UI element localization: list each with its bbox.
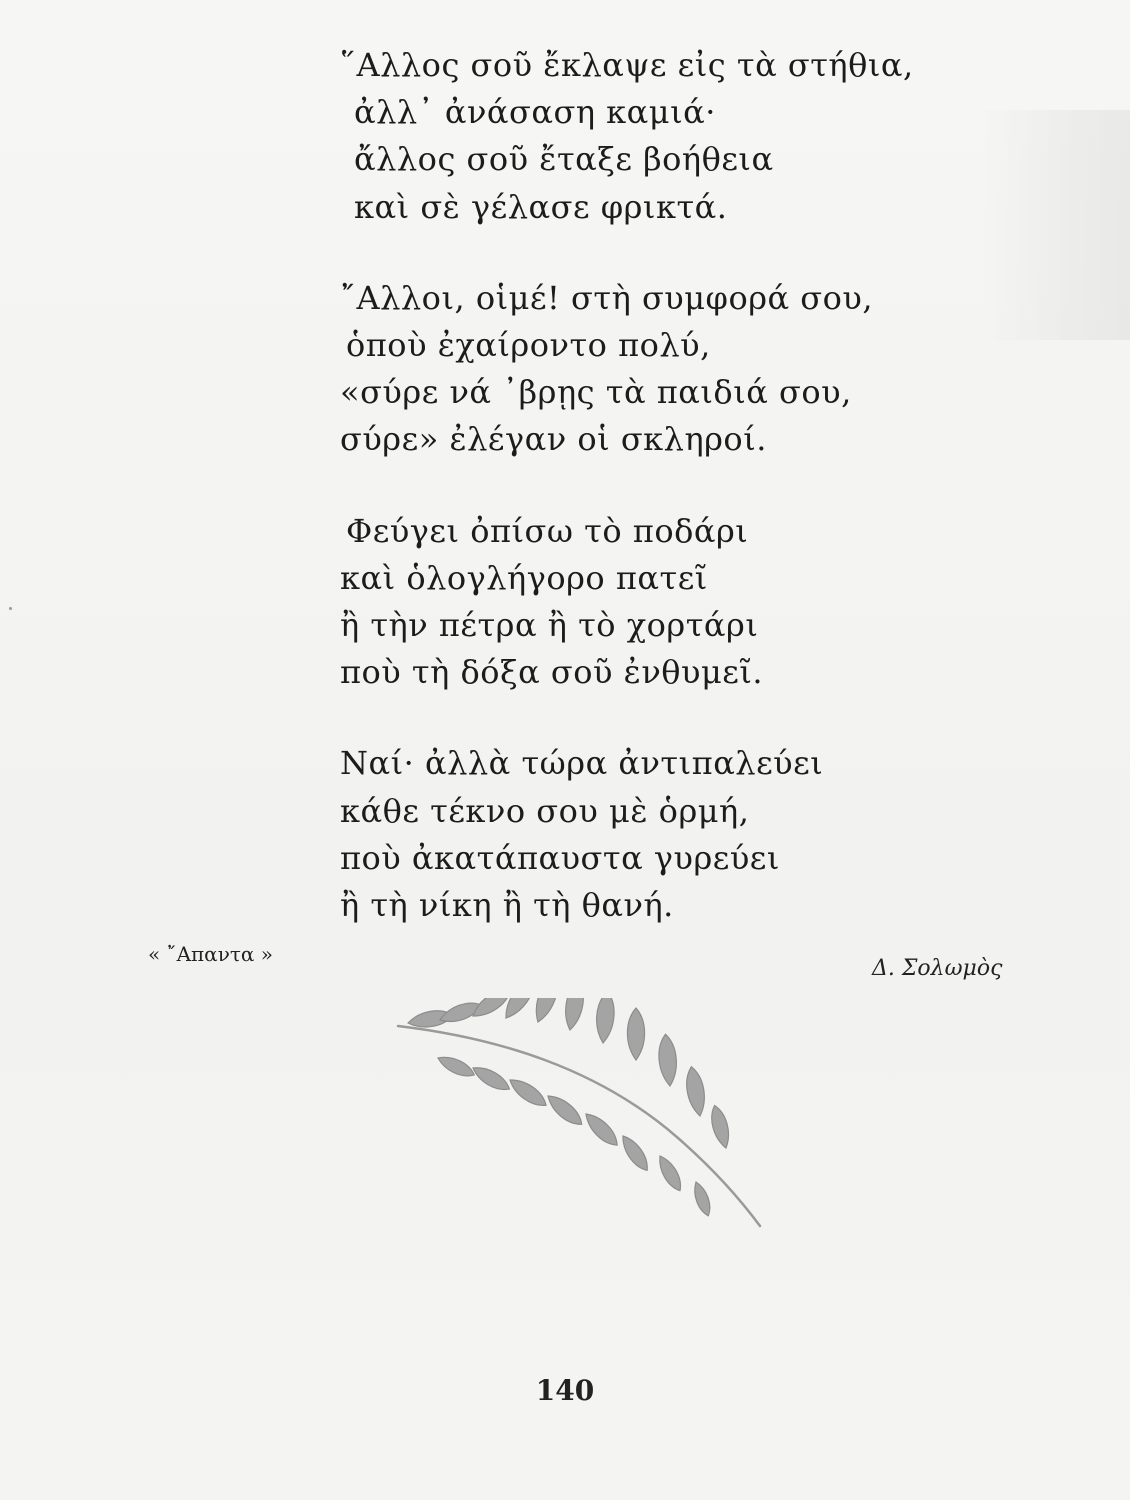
poem-line: σύρε» ἐλέγαν οἱ σκληροί.	[340, 420, 767, 459]
olive-leaf	[470, 1062, 513, 1095]
olive-leaf	[683, 1065, 708, 1117]
poem-line: Ναί· ἀλλὰ τώρα ἀντιπαλεύει	[340, 744, 824, 783]
poem-line: ἄλλος σοῦ ἔταξε βοήθεια	[354, 140, 774, 179]
olive-leaf	[562, 998, 587, 1031]
olive-leaf	[617, 1132, 652, 1174]
olive-leaf	[690, 1180, 713, 1218]
poem-line: ἢ τὴν πέτρα ἢ τὸ χορτάρι	[340, 606, 759, 645]
source-title: « ῎Απαντα »	[148, 942, 274, 966]
poem-line: ἀλλ᾽ ἀνάσαση καμιά·	[354, 93, 716, 132]
olive-leaf	[435, 1052, 477, 1081]
bleed-through-shadow	[980, 110, 1130, 340]
poem-line: ὁποὺ ἐχαίροντο πολύ,	[346, 326, 711, 365]
stanza-2	[340, 275, 900, 464]
olive-leaf	[530, 998, 563, 1025]
poem-line: Φεύγει ὀπίσω τὸ ποδάρι	[346, 511, 749, 550]
stanza-1	[340, 42, 914, 231]
olive-leaf	[543, 1090, 586, 1129]
poem-line: ποὺ ἀκατάπαυστα γυρεύει	[340, 838, 780, 877]
author-name: Δ. Σολωμὸς	[872, 956, 1003, 981]
olive-leaf	[657, 1033, 679, 1086]
olive-leaf	[500, 998, 541, 1023]
poem-line: ῞Αλλος σοῦ ἔκλαψε εἰς τὰ στήθια,	[340, 46, 914, 84]
poem-line: ῎Αλλοι, οἱμέ! στὴ συμφορά σου,	[340, 278, 874, 317]
stanza-3	[340, 508, 900, 697]
olive-leaf	[654, 1153, 685, 1194]
page-number: 140	[535, 1374, 595, 1407]
olive-leaf	[506, 1074, 550, 1111]
poem-line: καὶ σὲ γέλασε φρικτά.	[354, 187, 728, 226]
poem-line: καὶ ὁλογλήγορο πατεῖ	[340, 558, 708, 597]
olive-leaf	[581, 1109, 622, 1150]
stanza-4	[340, 740, 900, 929]
olive-leaf	[708, 1104, 733, 1150]
poem-line: «σύρε νά ᾿βρῃς τὰ παιδιά σου,	[340, 373, 852, 412]
olive-leaf	[594, 998, 616, 1044]
poem-line: ποὺ τὴ δόξα σοῦ ἐνθυμεῖ.	[340, 653, 764, 692]
olive-leaf	[627, 1008, 644, 1060]
poem	[340, 42, 914, 973]
poem-line: ἢ τὴ νίκη ἢ τὴ θανή.	[340, 886, 674, 925]
dust-speck	[9, 607, 12, 610]
olive-branch-icon	[378, 998, 778, 1230]
poem-line: κάθε τέκνο σου μὲ ὁρμή,	[340, 791, 750, 830]
